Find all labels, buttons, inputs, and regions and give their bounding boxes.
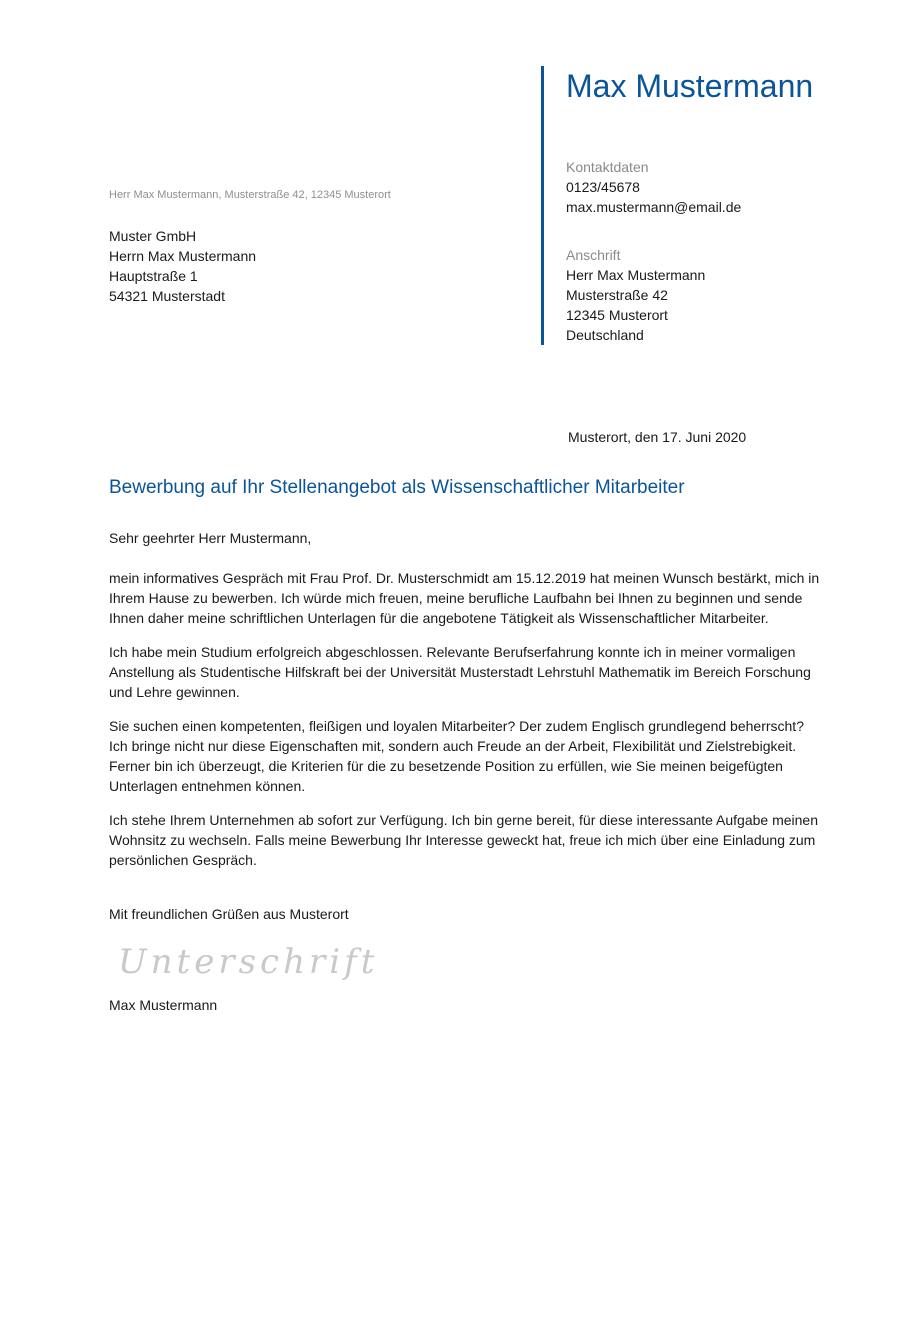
body-paragraph: Ich stehe Ihrem Unternehmen ab sofort zur Verfügung. Ich bin gerne bereit, für diese interessante Aufgabe meinen Wohnsitz zu wechseln. Falls meine Bewerbung Ihr Interesse geweckt hat, freue ich mich über eine Einladung zum persönlichen Gespräch. bbox=[109, 812, 818, 868]
recipient-line: Herrn Max Mustermann bbox=[109, 248, 257, 264]
recipient-line: Hauptstraße 1 bbox=[109, 268, 198, 284]
sender-phone: 0123/45678 bbox=[566, 179, 640, 195]
body-paragraph: Sie suchen einen kompetenten, fleißigen und loyalen Mitarbeiter? Der zudem Englisch grundlegend beherrscht? Ich bringe nicht nur diese Eigenschaften mit, sondern auch Freude an der Arbeit, Flexibilität und Zielstrebigkeit. Ferner bin ich überzeugt, die Kriterien für die zu besetzende Position zu erfüllen, wie Sie meinen beigefügten Unterlagen entnehmen können. bbox=[109, 718, 804, 794]
sender-address-line: Herr Max Mustermann bbox=[566, 267, 706, 283]
signature: Unterschrift bbox=[118, 942, 379, 982]
signed-name: Max Mustermann bbox=[109, 997, 218, 1013]
sender-address bbox=[566, 245, 705, 345]
sender-name: Max Mustermann bbox=[566, 68, 814, 104]
contact-label: Kontaktdaten bbox=[566, 159, 649, 175]
closing-phrase: Mit freundlichen Grüßen aus Musterort bbox=[109, 906, 349, 922]
return-address: Herr Max Mustermann, Musterstraße 42, 12345 Musterort bbox=[109, 189, 391, 201]
recipient-address bbox=[109, 226, 256, 306]
sender-address-line: 12345 Musterort bbox=[566, 307, 668, 323]
recipient-line: 54321 Musterstadt bbox=[109, 288, 225, 304]
address-label: Anschrift bbox=[566, 247, 621, 263]
salutation: Sehr geehrter Herr Mustermann, bbox=[109, 530, 312, 546]
letter-body bbox=[109, 568, 821, 884]
body-paragraph: Ich habe mein Studium erfolgreich abgeschlossen. Relevante Berufserfahrung konnte ich in meiner vormaligen Anstellung als Studentische Hilfskraft bei der Universität Musterstadt Lehrstuhl Mathematik im Bereich Forschung und Lehre gewinnen. bbox=[109, 644, 811, 700]
sender-block bbox=[541, 66, 841, 345]
sender-address-line: Deutschland bbox=[566, 327, 644, 343]
recipient-line: Muster GmbH bbox=[109, 228, 197, 244]
body-paragraph: mein informatives Gespräch mit Frau Prof. Dr. Musterschmidt am 15.12.2019 hat meinen Wunsch bestärkt, mich in Ihrem Hause zu bewerben. Ich würde mich freuen, meine berufliche Laufbahn bei Ihnen zu beginnen und sende Ihnen daher meine schriftlichen Unterlagen für die angebotene Tätigkeit als Wissenschaftlicher Mitarbeiter. bbox=[109, 570, 820, 626]
letter-date: Musterort, den 17. Juni 2020 bbox=[568, 429, 747, 445]
sender-address-line: Musterstraße 42 bbox=[566, 287, 668, 303]
contact-info bbox=[566, 157, 741, 217]
letter-subject: Bewerbung auf Ihr Stellenangebot als Wissenschaftlicher Mitarbeiter bbox=[109, 477, 685, 498]
sender-email: max.mustermann@email.de bbox=[566, 199, 742, 215]
